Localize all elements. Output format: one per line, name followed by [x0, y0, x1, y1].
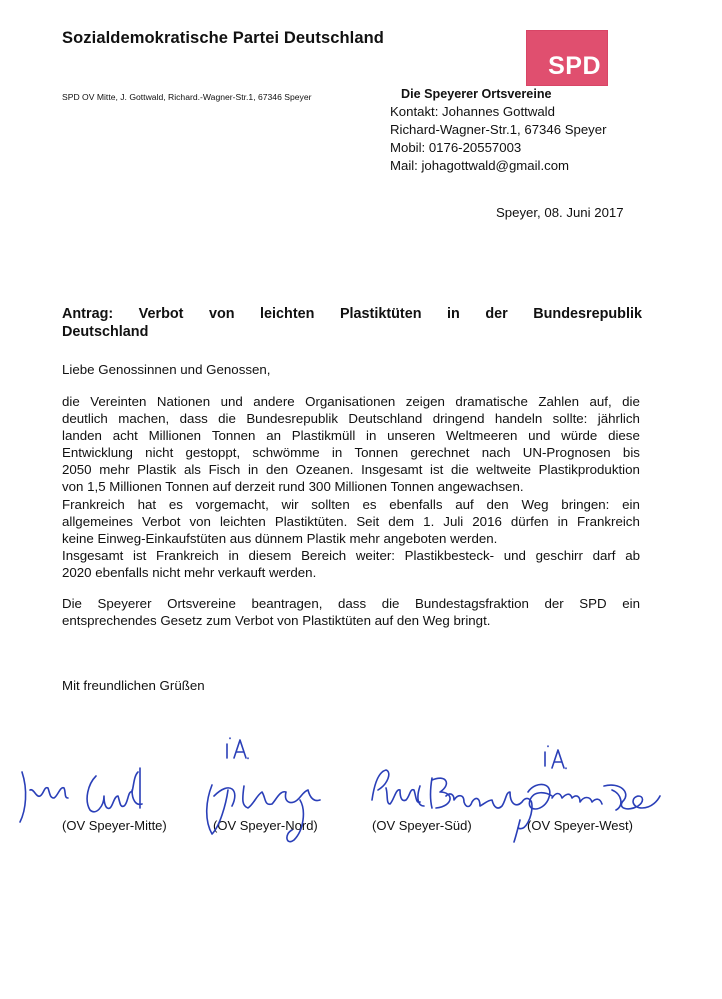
paragraph-2	[62, 595, 640, 629]
word: Frankreich	[156, 547, 219, 563]
word: vorgemacht,	[195, 496, 269, 512]
organization-name: Sozialdemokratische Partei Deutschland	[62, 29, 384, 47]
word: dem	[388, 513, 415, 529]
justified-line	[62, 427, 640, 444]
signature-gottwald	[20, 768, 142, 822]
word: von	[189, 513, 211, 529]
word: sollte:	[552, 411, 588, 427]
subject-word: von	[208, 306, 235, 322]
justified-line	[62, 444, 640, 461]
word: und	[503, 547, 526, 563]
word: diese	[608, 428, 640, 444]
subject-word: Verbot	[138, 306, 184, 322]
justified-line	[62, 513, 640, 530]
word: weiter:	[355, 547, 395, 563]
signature-label-nord: (OV Speyer-Nord)	[213, 818, 318, 833]
word: Organisationen	[305, 394, 396, 409]
sender-line: SPD OV Mitte, J. Gottwald, Richard.-Wagner-Str.1, 67346 Speyer	[62, 92, 312, 102]
recipient-mail: Mail: johagottwald@gmail.com	[390, 158, 570, 173]
word: den	[486, 496, 509, 512]
word: schwömme	[252, 445, 320, 461]
word: Plastikmüll	[291, 428, 356, 444]
word: zeigen	[405, 394, 445, 409]
subject-word: Plastiktüten	[339, 306, 422, 322]
word: Speyerer	[97, 596, 152, 611]
word: hat	[137, 496, 157, 512]
word: ist	[430, 462, 444, 478]
justified-line	[62, 410, 640, 427]
word: Nationen	[156, 394, 211, 409]
signature-nord	[207, 738, 320, 842]
word: Fisch	[208, 462, 241, 478]
word: Vereinten	[90, 394, 147, 409]
salutation: Liebe Genossinnen und Genossen,	[62, 362, 271, 377]
paragraph-line: 2020 ebenfalls nicht mehr verkauft werden.	[62, 564, 317, 580]
word: sollten	[311, 496, 350, 512]
word: Tonnen	[211, 428, 256, 444]
word: Ortsvereine	[167, 596, 236, 611]
word: dürfen	[510, 513, 549, 529]
word: handeln	[494, 411, 543, 427]
word: Plastikproduktion	[538, 462, 640, 478]
word: SPD	[579, 596, 607, 611]
justified-line	[62, 461, 640, 478]
signature-label-mitte: (OV Speyer-Mitte)	[62, 818, 167, 833]
word: dringend	[432, 411, 485, 427]
subject-word: in	[447, 306, 460, 322]
signature-sued	[372, 770, 532, 829]
justified-line	[62, 547, 640, 564]
word: die	[218, 411, 236, 427]
word: 1.	[423, 513, 435, 529]
justified-line	[62, 393, 640, 410]
word: Plastiktüten.	[274, 513, 348, 529]
signature-label-sued: (OV Speyer-Süd)	[372, 818, 472, 833]
word: diesem	[248, 547, 292, 563]
word: würde	[561, 428, 598, 444]
word: die	[622, 394, 640, 409]
word: Frankreich	[62, 496, 125, 512]
word: Weg	[521, 496, 549, 512]
word: es	[362, 496, 377, 512]
recipient-contact: Kontakt: Johannes Gottwald	[390, 104, 555, 119]
word: unseren	[387, 428, 436, 444]
word: Ozeanen.	[295, 462, 354, 478]
word: Bereich	[301, 547, 347, 563]
word: auf,	[589, 394, 612, 409]
word: Plastik	[137, 462, 177, 478]
word: ist	[133, 547, 147, 563]
word: deutlich	[62, 411, 108, 427]
letter-date: Speyer, 08. Juni 2017	[496, 205, 624, 220]
word: Insgesamt	[62, 547, 124, 563]
word: Entwicklung	[62, 445, 133, 461]
word: Tonnen	[354, 445, 399, 461]
word: und	[528, 428, 551, 444]
word: dass	[338, 596, 367, 611]
word: darf	[592, 547, 616, 563]
subject-word: der	[485, 306, 508, 322]
paragraph-line: von 1,5 Millionen Tonnen auf derzeit rund 300 Millionen Tonnen angewachsen.	[62, 479, 524, 495]
word: die	[381, 596, 400, 611]
word: den	[265, 462, 289, 478]
subject-word: Bundesrepublik	[533, 306, 642, 322]
word: Plastikbesteck-	[404, 547, 495, 563]
word: 2050	[62, 462, 92, 478]
word: 2016	[472, 513, 502, 529]
word: Verbot	[142, 513, 181, 529]
word: acht	[112, 428, 138, 444]
word: Bundesrepublik	[246, 411, 338, 427]
word: Die	[62, 596, 82, 611]
word: andere	[253, 394, 295, 409]
word: ein	[622, 596, 640, 611]
word: gestoppt,	[185, 445, 241, 461]
word: Weltmeeren	[445, 428, 518, 444]
word: dramatische	[455, 394, 528, 409]
word: Bundestagsfraktion	[415, 596, 529, 611]
word: Zahlen	[538, 394, 579, 409]
word: allgemeines	[62, 513, 133, 529]
paragraph-1	[62, 393, 640, 581]
word: mehr	[99, 462, 130, 478]
word: machen,	[118, 411, 170, 427]
word: die	[62, 394, 80, 409]
word: der	[544, 596, 564, 611]
signature-west	[514, 746, 660, 842]
word: ebenfalls	[389, 496, 443, 512]
word: dass	[179, 411, 208, 427]
word: weltweite	[476, 462, 532, 478]
word: Juli	[443, 513, 464, 529]
word: nicht	[145, 445, 174, 461]
word: UN-Prognosen	[522, 445, 611, 461]
word: es	[168, 496, 183, 512]
word: an	[266, 428, 281, 444]
word: ein	[622, 496, 640, 512]
word: landen	[62, 428, 102, 444]
justified-line	[62, 595, 640, 612]
recipient-mobile: Mobil: 0176-20557003	[390, 140, 522, 155]
subject-line-1	[62, 305, 642, 323]
word: nach	[481, 445, 511, 461]
word: Millionen	[148, 428, 202, 444]
word: in	[331, 445, 343, 461]
subject-word: Antrag:	[62, 306, 114, 322]
word: in	[366, 428, 377, 444]
word: die	[450, 462, 469, 478]
word: Insgesamt	[361, 462, 423, 478]
subject-line-2: Deutschland	[62, 324, 149, 340]
word: und	[220, 394, 243, 409]
spd-logo	[526, 30, 608, 86]
justified-line	[62, 496, 640, 513]
recipient-address: Richard-Wagner-Str.1, 67346 Speyer	[390, 122, 607, 137]
word: als	[183, 462, 201, 478]
subject-word: leichten	[260, 306, 315, 322]
recipient-title: Die Speyerer Ortsvereine	[401, 87, 552, 101]
handwritten-signatures	[0, 730, 722, 870]
word: in	[247, 462, 259, 478]
word: auf	[455, 496, 474, 512]
word: jährlich	[597, 411, 640, 427]
word: ab	[625, 547, 640, 563]
word: bringen:	[561, 496, 610, 512]
paragraph-line: entsprechendes Gesetz zum Verbot von Plastiktüten auf den Weg bringt.	[62, 613, 491, 629]
subject-heading	[62, 305, 642, 341]
logo-text: SPD	[548, 52, 601, 80]
word: Seit	[356, 513, 380, 529]
word: geschirr	[535, 547, 583, 563]
word: in	[228, 547, 239, 563]
word: Frankreich	[577, 513, 640, 529]
word: leichten	[219, 513, 266, 529]
word: Deutschland	[348, 411, 423, 427]
paragraph-line: keine Einweg-Einkaufstüten aus dünnem Plastik mehr angeboten werden.	[62, 530, 498, 546]
word: wir	[281, 496, 299, 512]
word: in	[557, 513, 568, 529]
word: beantragen,	[251, 596, 323, 611]
word: bis	[622, 445, 640, 461]
closing: Mit freundlichen Grüßen	[62, 678, 205, 693]
signature-label-west: (OV Speyer-West)	[527, 818, 633, 833]
word: gerechnet	[410, 445, 470, 461]
